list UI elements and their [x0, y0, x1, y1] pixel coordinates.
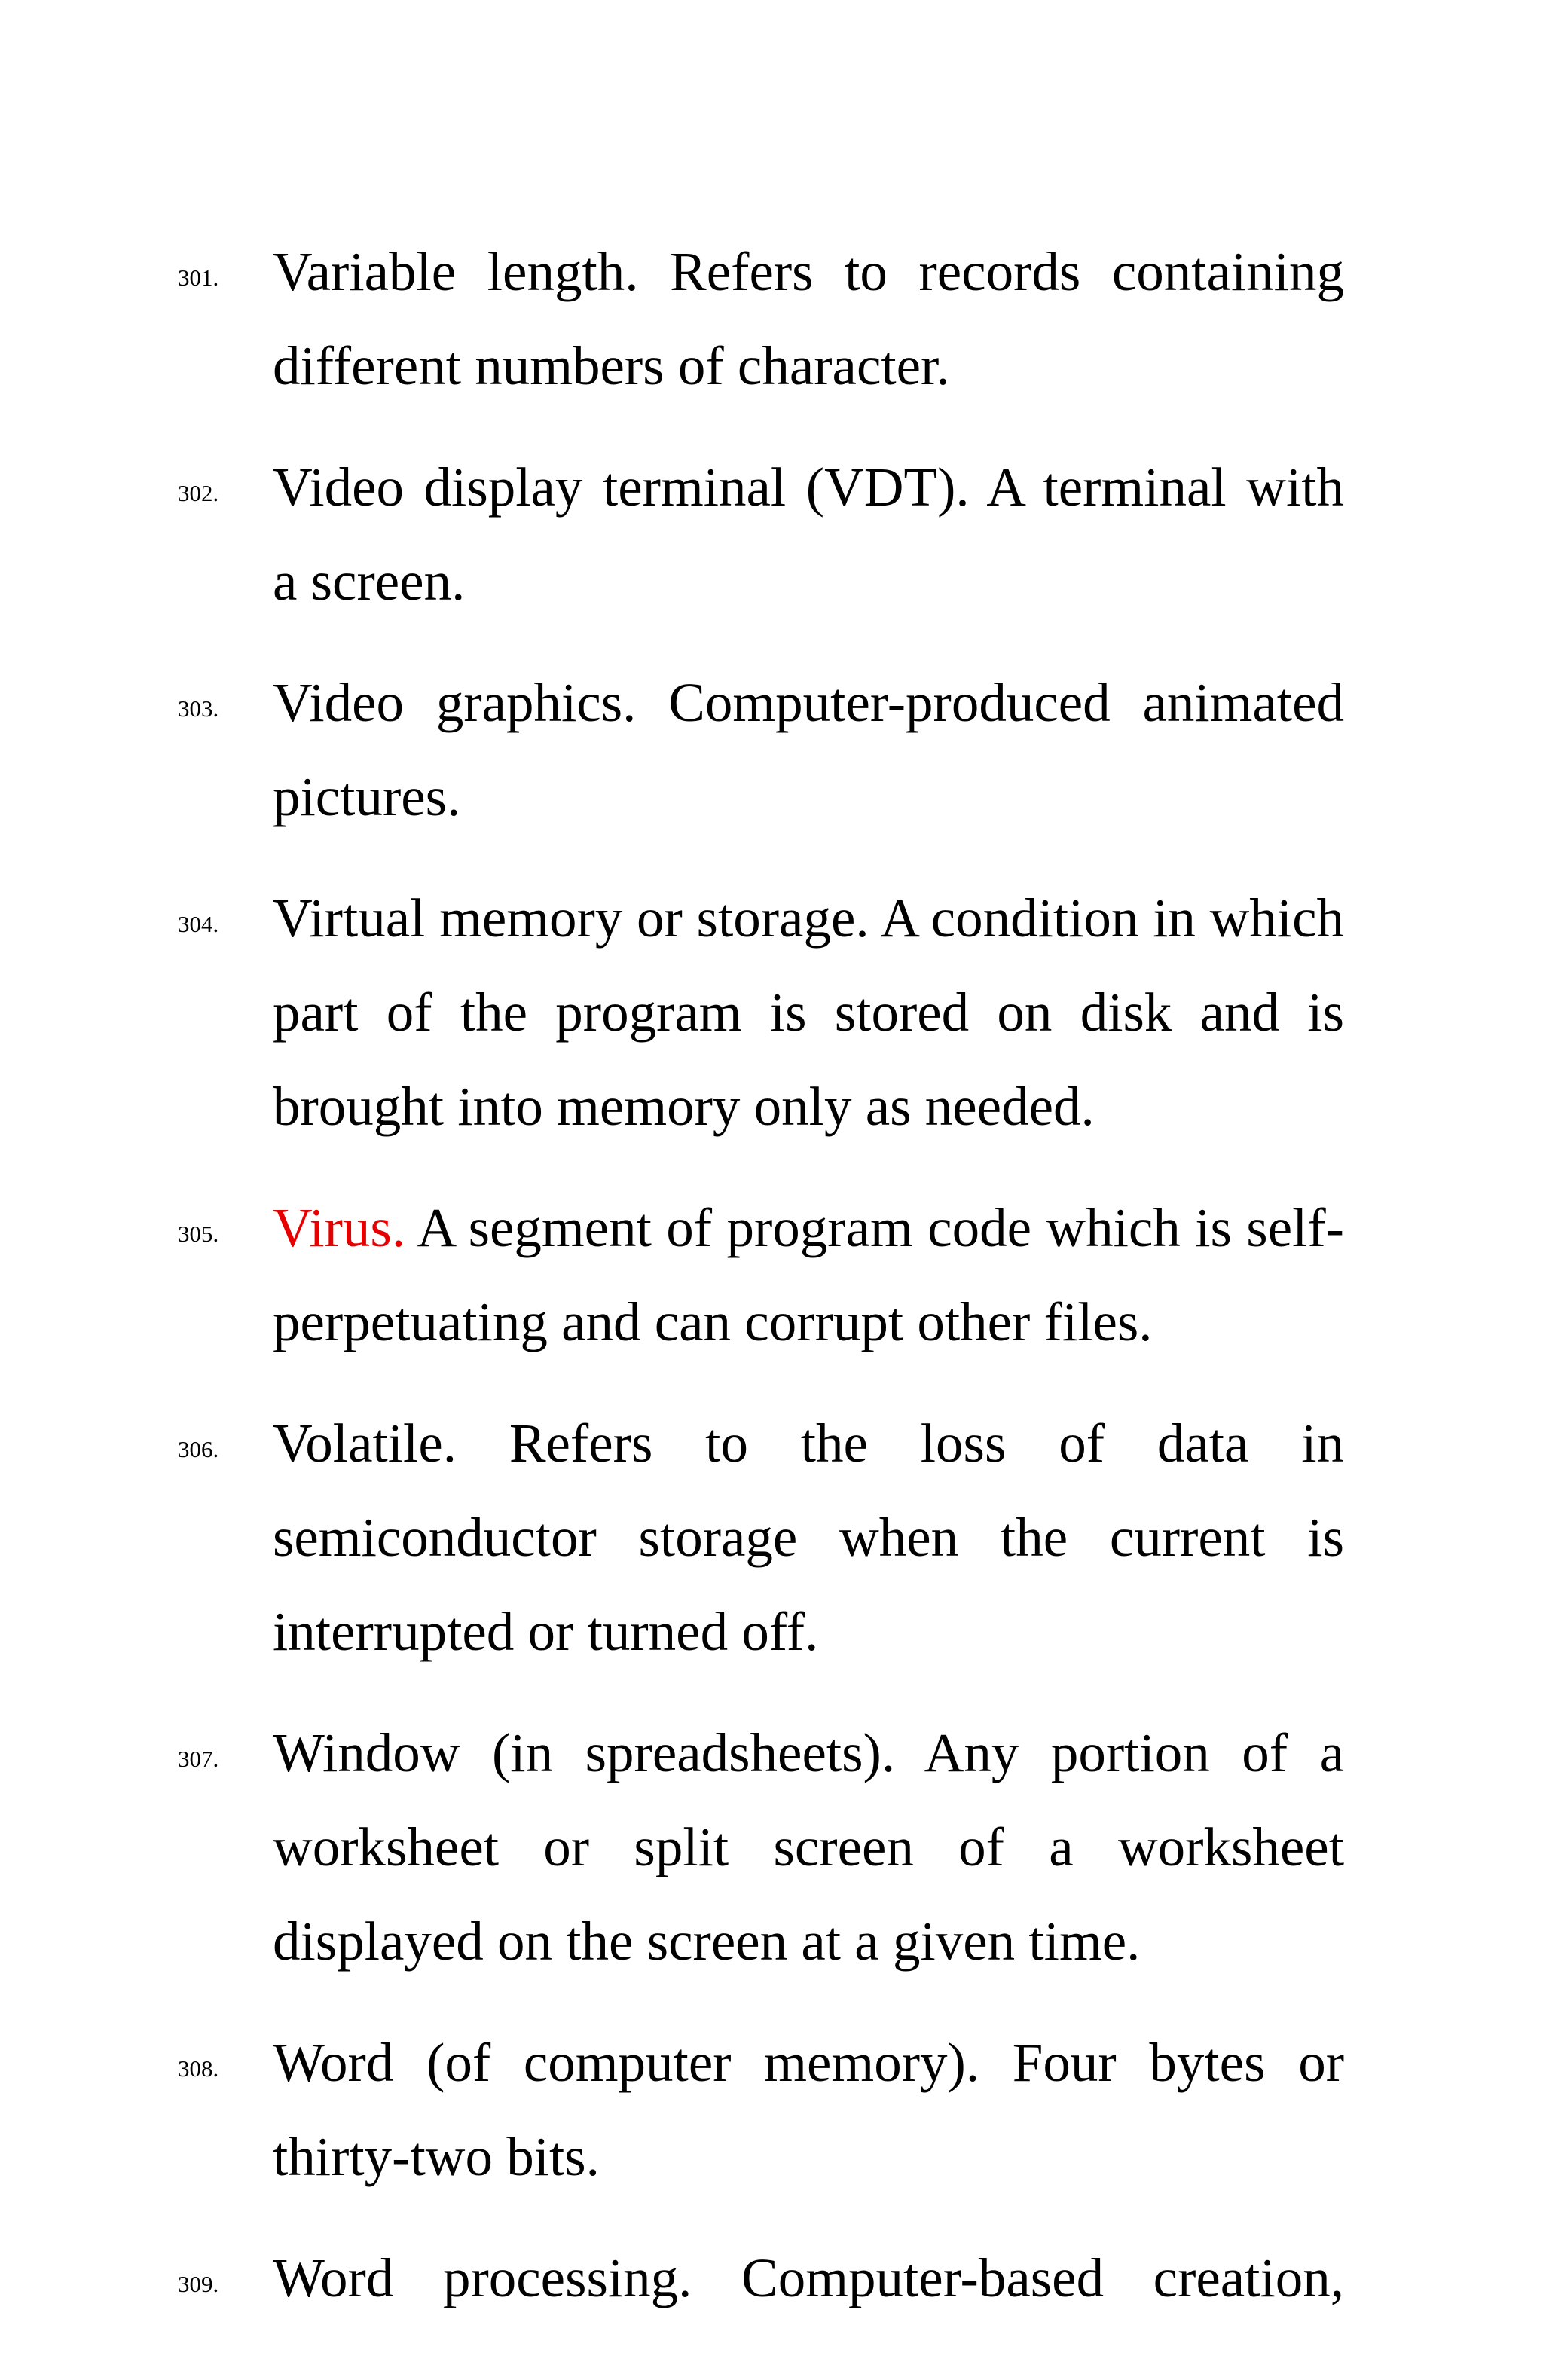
- entry-term: Word (of computer memory).: [273, 2032, 980, 2093]
- entry-text: [273, 655, 1344, 844]
- entry-term: Variable length.: [273, 241, 639, 302]
- glossary-entry: [0, 2015, 1543, 2204]
- entry-text: [273, 2231, 1344, 2325]
- entry-term-highlighted: Virus.: [273, 1197, 406, 1258]
- entry-term: Video graphics.: [273, 672, 637, 733]
- entry-number: 302.: [178, 480, 219, 506]
- entry-text: [273, 440, 1344, 628]
- glossary-entry: [0, 655, 1543, 844]
- entry-term: Video display terminal (VDT).: [273, 457, 970, 518]
- entry-text: [273, 1396, 1344, 1679]
- entry-term: Volatile.: [273, 1413, 457, 1474]
- entry-definition: Computer-based creation,: [741, 2247, 1344, 2308]
- glossary-list: [0, 170, 1543, 2380]
- entry-number: 308.: [178, 2055, 219, 2082]
- entry-number: 306.: [178, 1436, 219, 1462]
- glossary-entry: [0, 2231, 1543, 2325]
- entry-definition: Four bytes or thirty-two bits.: [273, 2032, 1345, 2187]
- entry-number: 305.: [178, 1221, 219, 1247]
- entry-number: 304.: [178, 911, 219, 937]
- glossary-entry: [0, 871, 1543, 1153]
- entry-number: 301.: [178, 264, 219, 291]
- glossary-entry: [0, 440, 1543, 628]
- glossary-entry: [0, 1396, 1543, 1679]
- entry-definition: A condition in which part of the program is stored on disk and is brought into memory only as needed.: [273, 888, 1344, 1137]
- entry-term: Word processing.: [273, 2247, 692, 2308]
- entry-number: 307.: [178, 1746, 219, 1772]
- entry-number: 309.: [178, 2271, 219, 2297]
- entry-text: [273, 871, 1344, 1153]
- entry-number: 303.: [178, 695, 219, 722]
- entry-text: [273, 1181, 1344, 1369]
- entry-definition: Refers to records containing different numbers of character.: [273, 241, 1345, 396]
- entry-definition: Refers to the loss of data in semiconductor storage when the current is interrupted or turned off.: [273, 1413, 1345, 1662]
- glossary-entry: [0, 1181, 1543, 1369]
- glossary-entry: [0, 225, 1543, 413]
- entry-term: Virtual memory or storage.: [273, 888, 869, 949]
- entry-text: [273, 2015, 1344, 2204]
- entry-definition: Computer-produced animated pictures.: [273, 672, 1344, 827]
- entry-text: [273, 225, 1344, 413]
- entry-definition: A segment of program code which is self-perpetuating and can corrupt other files.: [273, 1197, 1344, 1352]
- entry-definition: A terminal with a screen.: [273, 457, 1345, 612]
- entry-text: [273, 1706, 1344, 1988]
- entry-term: Window (in spreadsheets).: [273, 1722, 896, 1783]
- entry-definition: Any portion of a worksheet or split screen of a worksheet displayed on the screen at a given time.: [273, 1722, 1344, 1972]
- glossary-entry: [0, 1706, 1543, 1988]
